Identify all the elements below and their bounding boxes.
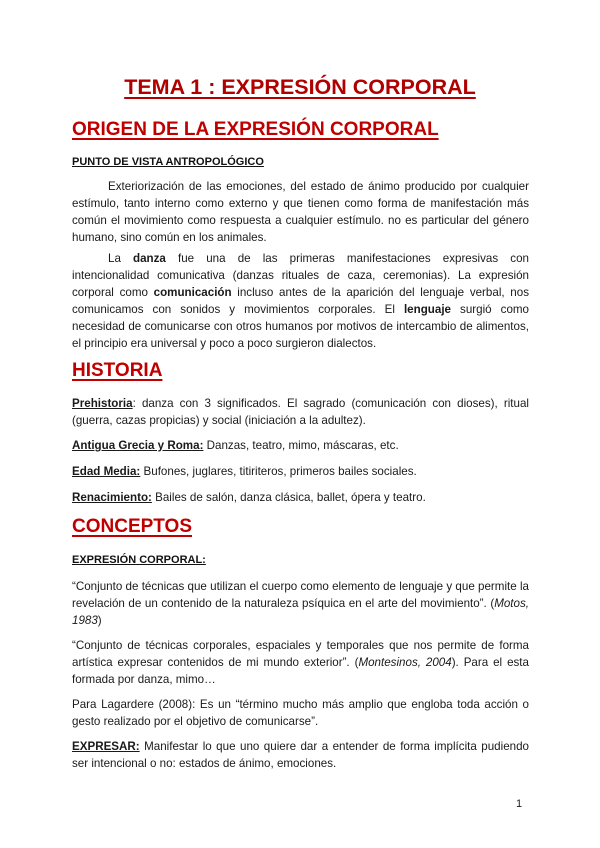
- definition-expresar: [72, 738, 529, 772]
- historia-item-label: Antigua Grecia y Roma:: [72, 439, 204, 452]
- historia-item-text: Danzas, teatro, mimo, máscaras, etc.: [203, 439, 399, 452]
- historia-item-sep: :: [132, 397, 136, 410]
- quote-end: ): [97, 614, 102, 627]
- quote-citation: Motos, 1983: [72, 597, 529, 627]
- quote-lagardere: Para Lagardere (2008): Es un “término mucho más amplio que engloba toda acción o gesto realizado por el objetivo de comunicarse”.: [72, 698, 529, 728]
- page-number: 1: [516, 798, 523, 810]
- quote-motos: [72, 578, 529, 629]
- quote-end: ). Para el esta formada por danza, mimo…: [72, 656, 529, 686]
- historia-item: [72, 463, 529, 480]
- expresar-text: Manifestar lo que uno quiere dar a entender de forma implícita pudiendo ser intencional o no: estados de ánimo, emociones.: [72, 740, 529, 770]
- historia-item: [72, 395, 529, 429]
- historia-item: [72, 437, 529, 454]
- historia-item-label: Edad Media:: [72, 465, 141, 478]
- quote-citation: Montesinos, 2004: [358, 656, 452, 669]
- heading-origen: ORIGEN DE LA EXPRESIÓN CORPORAL: [72, 119, 439, 140]
- document-title: TEMA 1 : EXPRESIÓN CORPORAL: [124, 75, 476, 99]
- paragraph-exteriorizacion: Exteriorización de las emociones, del estado de ánimo producido por cualquier estímulo, tanto interno como externo y que tienen como forma de manifestación más común el movimiento como respuesta a cualquier estímulo. no es particular del género humano, sino común en los animales.: [72, 180, 529, 244]
- heading-conceptos: CONCEPTOS: [72, 516, 193, 537]
- heading-historia: HISTORIA: [72, 360, 163, 381]
- expresar-label: EXPRESAR:: [72, 740, 140, 753]
- p2-part: incluso antes de la aparición del lenguaje verbal, nos comunicamos con sonidos y movimientos corporales. El: [72, 286, 529, 316]
- quote-montesinos: [72, 637, 529, 688]
- historia-item-text: Bufones, juglares, titiriteros, primeros bailes sociales.: [140, 465, 417, 478]
- p2-part: La: [108, 252, 134, 265]
- quote-text: “Conjunto de técnicas que utilizan el cuerpo como elemento de lenguaje y que permite la revelación de un contenido de la naturaleza psíquica en el arte del movimiento”. (: [72, 580, 529, 610]
- subheading-antropologico: PUNTO DE VISTA ANTROPOLÓGICO: [72, 156, 264, 168]
- subheading-expresion-corporal: EXPRESIÓN CORPORAL:: [72, 554, 206, 566]
- term-lenguaje: lenguaje: [403, 303, 451, 316]
- historia-item: [72, 489, 529, 506]
- historia-item-text: Bailes de salón, danza clásica, ballet, ópera y teatro.: [151, 491, 426, 504]
- historia-item-label: Renacimiento:: [72, 491, 152, 504]
- historia-item-label: Prehistoria: [72, 397, 133, 410]
- term-danza: danza: [133, 252, 166, 265]
- p2-part: surgió como necesidad de comunicarse con otros humanos por motivos de intercambio de alimentos, el principio era universal y poco a poco surgieron dialectos.: [72, 303, 529, 350]
- term-comunicacion: comunicación: [153, 286, 232, 299]
- paragraph-danza: [72, 250, 529, 352]
- quote-text: “Conjunto de técnicas corporales, espaciales y temporales que nos permite de forma artística expresar contenidos de mi mundo exterior”. (: [72, 639, 529, 669]
- historia-item-text: danza con 3 significados. El sagrado (comunicación con dioses), ritual (guerra, cazas propicias) y social (iniciación a la adultez).: [72, 397, 529, 427]
- p2-part: fue una de las primeras manifestaciones expresivas con intencionalidad comunicativa (danzas rituales de caza, ceremonias). La expresión corporal como: [72, 252, 529, 299]
